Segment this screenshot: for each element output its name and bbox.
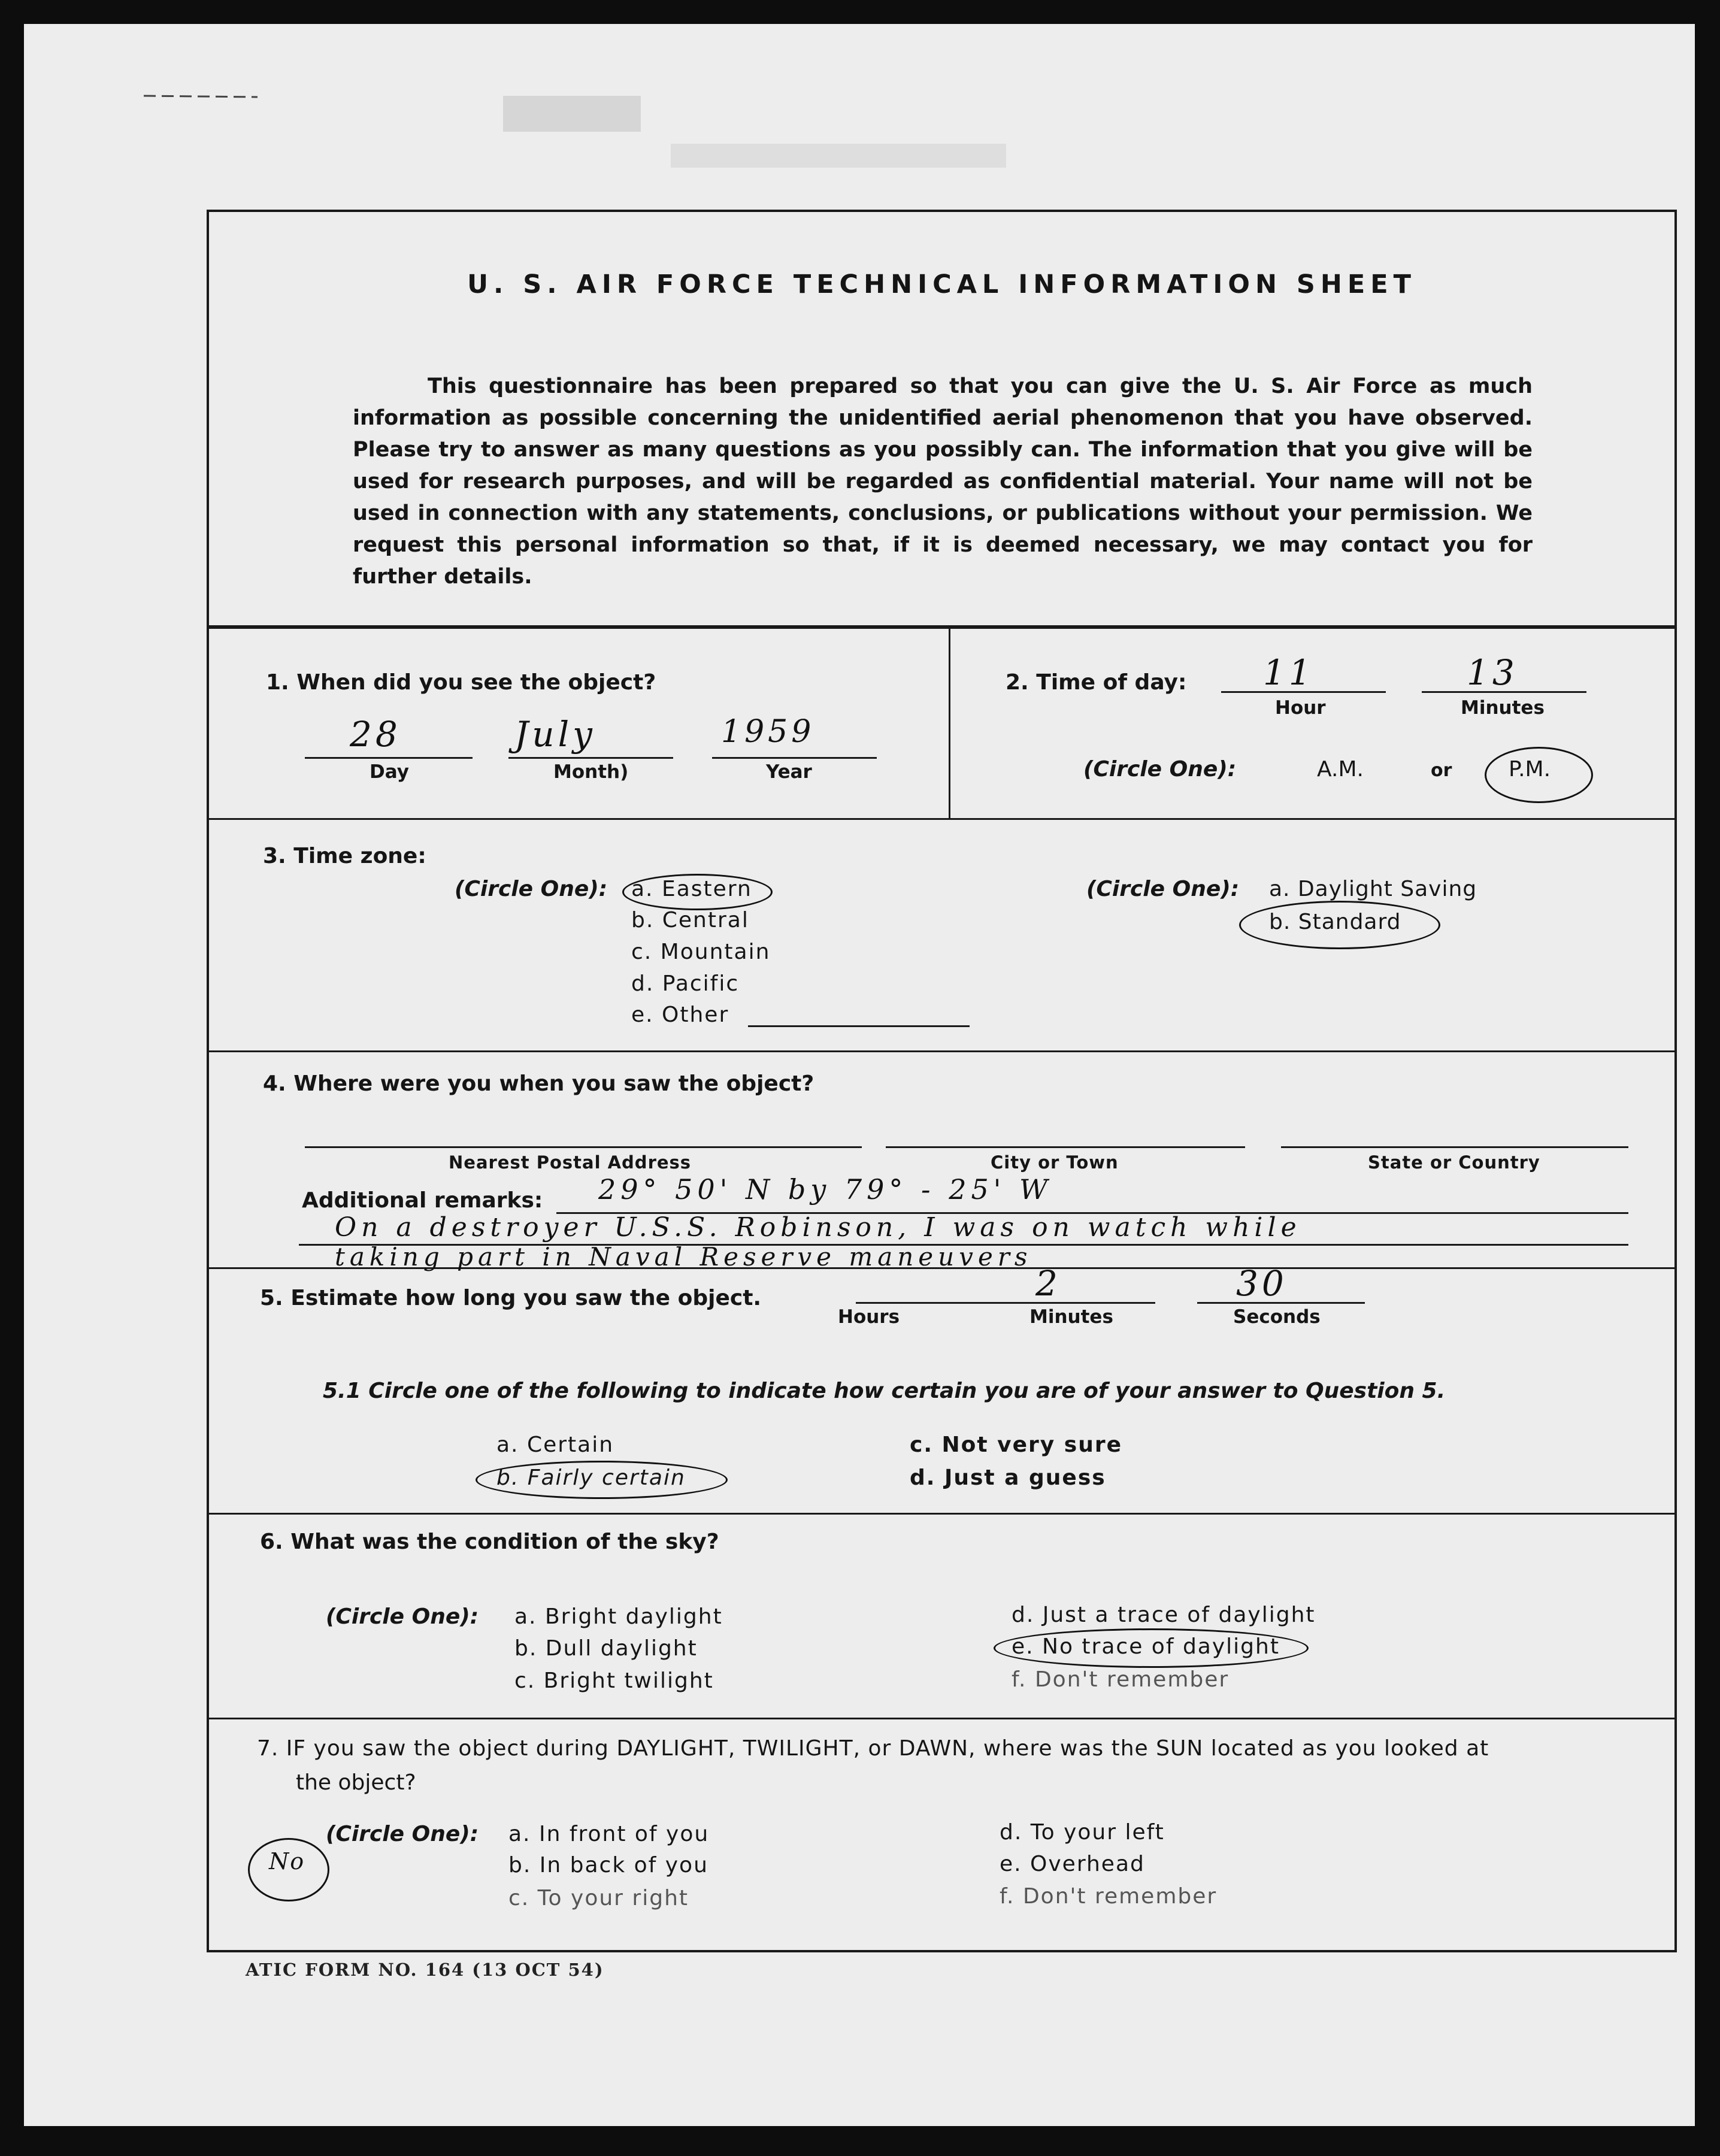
q2-or-text: or <box>1431 760 1452 781</box>
q7-circle-prompt: (Circle One): <box>326 1822 479 1846</box>
q3-zone-pacific[interactable]: d. Pacific <box>631 971 740 996</box>
q3-eastern-circle <box>622 874 773 910</box>
technical-information-form <box>207 210 1677 1952</box>
q6-option-bright-daylight[interactable]: a. Bright daylight <box>514 1604 723 1629</box>
q1-month-line <box>508 757 673 759</box>
q7-option-left[interactable]: d. To your left <box>1000 1820 1165 1845</box>
q1-year-value[interactable]: 1959 <box>721 714 815 750</box>
q2-circle-prompt: (Circle One): <box>1083 757 1237 782</box>
q5-seconds-value[interactable]: 30 <box>1236 1263 1288 1304</box>
q3-daylight-saving[interactable]: a. Daylight Saving <box>1269 877 1477 901</box>
divider-q1-q2 <box>949 627 950 819</box>
q5-option-certain[interactable]: a. Certain <box>496 1433 614 1457</box>
q3-zone-eastern[interactable]: a. Eastern <box>631 877 752 901</box>
form-footer: ATIC FORM NO. 164 (13 OCT 54) <box>246 1960 604 1980</box>
q1-day-label: Day <box>370 761 409 783</box>
q6-option-dull-daylight[interactable]: b. Dull daylight <box>514 1636 698 1661</box>
q4-state-line <box>1281 1146 1628 1148</box>
q4-remarks-label: Additional remarks: <box>302 1188 543 1213</box>
q5-question: 5. Estimate how long you saw the object. <box>260 1286 762 1310</box>
q1-day-value[interactable]: 28 <box>350 714 401 755</box>
q3-standard[interactable]: b. Standard <box>1269 910 1401 934</box>
q5-seconds-line <box>1197 1302 1365 1304</box>
q4-remarks-line2[interactable]: On a destroyer U.S.S. Robinson, I was on watch while <box>335 1212 1301 1243</box>
form-title: U. S. AIR FORCE TECHNICAL INFORMATION SHEET <box>467 270 1416 299</box>
q7-question-line1: 7. IF you saw the object during DAYLIGHT, TWILIGHT, or DAWN, where was the SUN located as you looked at <box>257 1736 1489 1761</box>
q6-question: 6. What was the condition of the sky? <box>260 1530 719 1554</box>
q5-seconds-label: Seconds <box>1233 1306 1321 1328</box>
divider-q4 <box>209 1050 1674 1052</box>
q6-option-dont-remember[interactable]: f. Don't remember <box>1012 1667 1230 1692</box>
q2-minutes-value[interactable]: 13 <box>1467 652 1518 693</box>
q5-option-not-very-sure[interactable]: c. Not very sure <box>910 1433 1123 1457</box>
q4-question: 4. Where were you when you saw the object? <box>263 1071 814 1096</box>
q1-month-label: Month) <box>553 761 629 783</box>
q3-zone-central[interactable]: b. Central <box>631 908 749 932</box>
q1-question: 1. When did you see the object? <box>266 670 656 695</box>
q7-question-line2: the object? <box>296 1770 416 1795</box>
q1-year-label: Year <box>766 761 812 783</box>
divider-header <box>209 625 1674 629</box>
q5-minutes-label: Minutes <box>1029 1306 1113 1328</box>
q4-state-label: State or Country <box>1368 1152 1540 1173</box>
q3-standard-circle <box>1239 901 1440 949</box>
q5-option-fairly-certain[interactable]: b. Fairly certain <box>496 1465 686 1490</box>
q1-day-line <box>305 757 473 759</box>
q7-answer-circle <box>248 1838 329 1901</box>
q5-sub-question: 5.1 Circle one of the following to indicate how certain you are of your answer to Question 5. <box>323 1379 1446 1403</box>
intro-paragraph: This questionnaire has been prepared so that you can give the U. S. Air Force as much information as possible concerning the unidentified aerial phenomenon that you have observed. Please try to answer as many questions as you possibly can. The information that you give will be used for research purposes, and will be regarded as confidential material. Your name will not be used in connection with any statements, conclusions, or publications without your permission. We request this personal information so that, if it is deemed necessary, we may contact you for further details. <box>353 374 1533 589</box>
q3-circle-prompt-2: (Circle One): <box>1086 877 1240 901</box>
q2-minutes-label: Minutes <box>1461 697 1545 719</box>
q3-zone-mountain[interactable]: c. Mountain <box>631 940 771 964</box>
bleed-through-marks <box>144 48 1461 228</box>
q2-hour-label: Hour <box>1275 697 1326 719</box>
q6-option-trace-of-daylight[interactable]: d. Just a trace of daylight <box>1012 1603 1316 1627</box>
form-intro <box>353 371 1533 593</box>
q2-question: 2. Time of day: <box>1006 670 1187 695</box>
q5-option-just-a-guess[interactable]: d. Just a guess <box>910 1465 1106 1490</box>
q4-postal-label: Nearest Postal Address <box>449 1152 692 1173</box>
q1-year-line <box>712 757 877 759</box>
q2-hour-value[interactable]: 11 <box>1263 652 1315 693</box>
q6-option-bright-twilight[interactable]: c. Bright twilight <box>514 1669 714 1693</box>
q3-zone-other[interactable]: e. Other <box>631 1003 729 1027</box>
divider-q3 <box>209 818 1674 820</box>
q2-pm-circle <box>1485 747 1593 803</box>
q3-question: 3. Time zone: <box>263 844 426 868</box>
q6-option-no-trace[interactable]: e. No trace of daylight <box>1012 1634 1280 1659</box>
divider-q6 <box>209 1513 1674 1515</box>
q3-circle-prompt: (Circle One): <box>455 877 608 901</box>
q5-minutes-value[interactable]: 2 <box>1035 1263 1061 1304</box>
q5-minutes-line <box>994 1302 1155 1304</box>
paper-sheet <box>24 24 1695 2126</box>
q4-city-label: City or Town <box>991 1152 1119 1173</box>
q7-option-back[interactable]: b. In back of you <box>508 1853 708 1878</box>
divider-q7 <box>209 1718 1674 1719</box>
q4-postal-line <box>305 1146 862 1148</box>
q6-no-trace-circle <box>994 1628 1309 1668</box>
q7-answer-value[interactable]: No <box>269 1848 305 1875</box>
q3-other-line <box>748 1025 970 1027</box>
q7-option-overhead[interactable]: e. Overhead <box>1000 1852 1145 1876</box>
q7-option-front[interactable]: a. In front of you <box>508 1822 710 1846</box>
q5-hours-line <box>856 1302 1003 1304</box>
q2-hour-line <box>1221 691 1386 693</box>
q4-remarks-line1[interactable]: 29° 50' N by 79° - 25' W <box>598 1173 1053 1206</box>
q5-hours-label: Hours <box>838 1306 900 1328</box>
q7-option-dont-remember[interactable]: f. Don't remember <box>1000 1884 1218 1909</box>
q2-pm-option[interactable]: P.M. <box>1509 757 1551 782</box>
q4-city-line <box>886 1146 1245 1148</box>
q6-circle-prompt: (Circle One): <box>326 1604 479 1629</box>
q2-minutes-line <box>1422 691 1586 693</box>
q2-am-option[interactable]: A.M. <box>1317 757 1364 782</box>
q4-remarks-line3[interactable]: taking part in Naval Reserve maneuvers <box>335 1242 1032 1271</box>
q1-month-value[interactable]: July <box>514 714 596 755</box>
q7-option-right[interactable]: c. To your right <box>508 1886 689 1910</box>
q5-fairly-certain-circle <box>476 1461 728 1499</box>
